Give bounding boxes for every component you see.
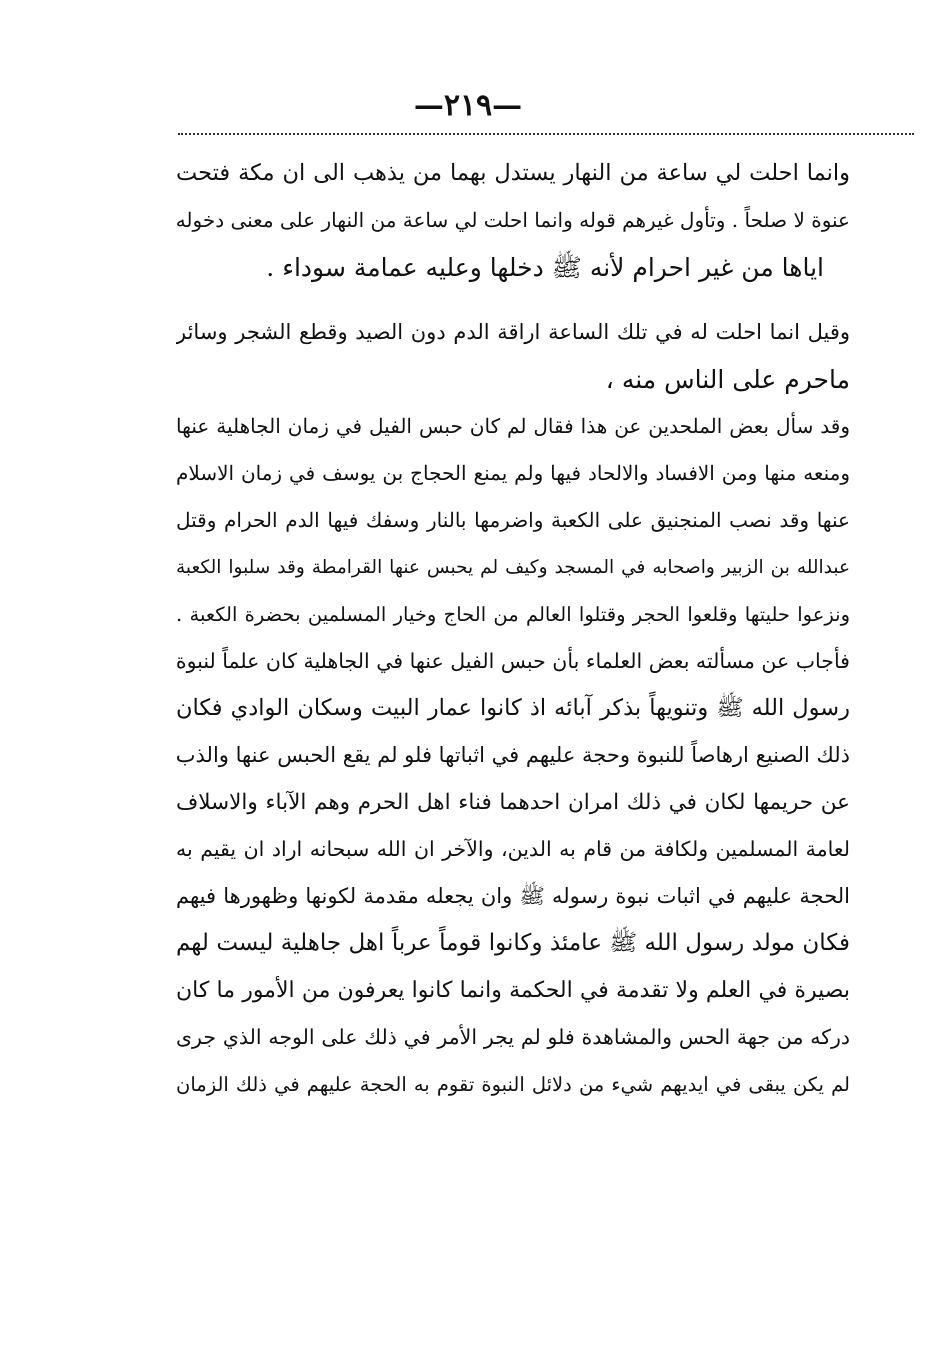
text-line: وقد سأل بعض الملحدين عن هذا فقال لم كان حبس الفيل في زمان الجاهلية عنها — [176, 414, 850, 438]
text-line: رسول الله ﷺ وتنويهاً بذكر آبائه اذ كانوا عمار البيت وسكان الوادي فكان — [176, 695, 850, 721]
text-line: دركه من جهة الحس والمشاهدة فلو لم يجر الأمر في ذلك على الوجه الذي جرى — [176, 1025, 850, 1049]
page-number: —٢١٩— — [413, 88, 523, 123]
text-line: فكان مولد رسول الله ﷺ عامئذ وكانوا قوماً عرباً اهل جاهلية ليست لهم — [176, 930, 850, 956]
text-line: عن حريمها لكان في ذلك امران احدهما فناء اهل الحرم وهم الآباء والاسلاف — [176, 790, 850, 815]
text-line: وقيل انما احلت له في تلك الساعة اراقة الدم دون الصيد وقطع الشجر وسائر — [176, 320, 850, 344]
text-line: بصيرة في العلم ولا تقدمة في الحكمة وانما كانوا يعرفون من الأمور ما كان — [176, 978, 850, 1003]
text-line: اياها من غير احرام لأنه ﷺ دخلها وعليه عمامة سوداء . — [266, 253, 824, 282]
text-line: لم يكن يبقى في ايديهم شيء من دلائل النبوة تقوم به الحجة عليهم في ذلك الزمان — [176, 1073, 850, 1096]
text-line: الحجة عليهم في اثبات نبوة رسوله ﷺ وان يجعله مقدمة لكونها وظهورها فيهم — [176, 884, 850, 908]
text-line: ونزعوا حليتها وقلعوا الحجر وقتلوا العالم من الحاج وخيار المسلمين بحضرة الكعبة . — [176, 603, 850, 626]
header-divider — [178, 133, 914, 135]
text-line: عنوة لا صلحاً . وتأول غيرهم قوله وانما احلت لي ساعة من النهار على معنى دخوله — [176, 208, 850, 232]
text-line: وانما احلت لي ساعة من النهار يستدل بهما من يذهب الى ان مكة فتحت — [176, 160, 850, 186]
text-line: عنها وقد نصب المنجنيق على الكعبة واضرمها بالنار وسفك فيها الدم الحرام وقتل — [176, 508, 850, 532]
text-line: ذلك الصنيع ارهاصاً للنبوة وحجة عليهم في اثباتها فلو لم يقع الحبس عنها والذب — [176, 743, 850, 767]
text-line: ومنعه منها ومن الافساد والالحاد فيها ولم يمنع الحجاج بن يوسف في زمان الاسلام — [176, 461, 850, 485]
page-body — [176, 150, 850, 1108]
text-line: فأجاب عن مسألته بعض العلماء بأن حبس الفيل عنها في الجاهلية كان علماً لنبوة — [176, 649, 850, 673]
text-line: ماحرم على الناس منه ، — [605, 365, 850, 394]
text-line: عبدالله بن الزبير واصحابه في المسجد وكيف لم يحبس عنها القرامطة وقد سلبوا الكعبة — [176, 557, 850, 578]
text-line: لعامة المسلمين ولكافة من قام به الدين، والآخر ان الله سبحانه اراد ان يقيم به — [176, 837, 850, 861]
